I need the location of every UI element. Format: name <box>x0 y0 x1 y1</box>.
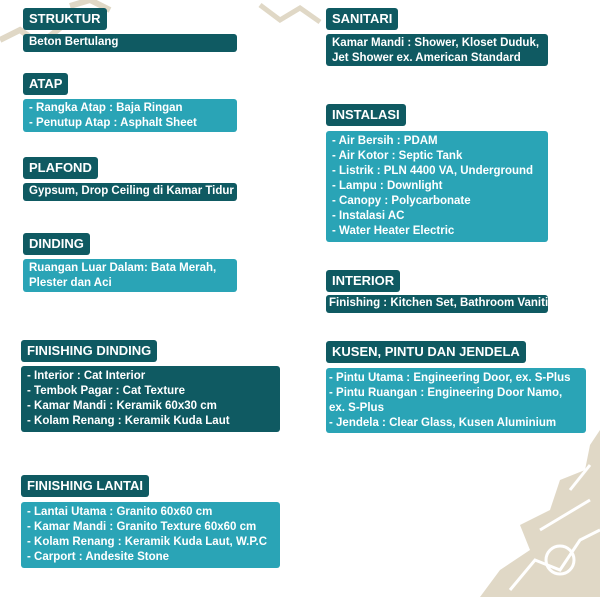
struktur-box <box>23 34 237 52</box>
kusen-line-1: - Pintu Utama : Engineering Door, ex. S-Plus <box>329 372 571 384</box>
interior-box <box>326 295 561 313</box>
finishing-dinding-line-4: - Kolam Renang : Keramik Kuda Laut <box>27 415 230 427</box>
plafond-header: PLAFOND <box>23 157 98 179</box>
atap-line-2: - Penutup Atap : Asphalt Sheet <box>29 117 197 129</box>
ornament-top-center <box>255 0 325 40</box>
finishing-lantai-header: FINISHING LANTAI <box>21 475 149 497</box>
kusen-line-3: - Jendela : Clear Glass, Kusen Aluminium <box>329 417 557 429</box>
instalasi-line-7: - Water Heater Electric <box>332 225 455 237</box>
sanitari-line-1: Kamar Mandi : Shower, Kloset Duduk, <box>332 37 540 49</box>
finishing-lantai-line-4: - Carport : Andesite Stone <box>27 551 170 563</box>
finishing-dinding-header: FINISHING DINDING <box>21 340 157 362</box>
instalasi-line-4: - Lampu : Downlight <box>332 180 443 192</box>
finishing-lantai-line-3: - Kolam Renang : Keramik Kuda Laut, W.P.C <box>27 536 268 548</box>
kusen-box <box>326 368 586 433</box>
instalasi-header: INSTALASI <box>326 104 406 126</box>
dinding-line-1: Ruangan Luar Dalam: Bata Merah, <box>29 262 217 274</box>
sanitari-box <box>326 34 548 66</box>
finishing-dinding-box <box>21 366 280 432</box>
finishing-lantai-box <box>21 502 280 568</box>
atap-header: ATAP <box>23 73 68 95</box>
finishing-dinding-line-1: - Interior : Cat Interior <box>27 370 146 382</box>
dinding-line-2: Plester dan Aci <box>29 277 112 289</box>
instalasi-line-6: - Instalasi AC <box>332 210 405 222</box>
struktur-line-1: Beton Bertulang <box>29 36 119 48</box>
kusen-line-2: - Pintu Ruangan : Engineering Door Namo, ex. S-Plus <box>329 387 563 414</box>
interior-header: INTERIOR <box>326 270 400 292</box>
ornament-bottom-right <box>440 430 600 597</box>
sanitari-line-2: Jet Shower ex. American Standard <box>332 52 521 64</box>
dinding-box <box>23 259 237 292</box>
instalasi-line-5: - Canopy : Polycarbonate <box>332 195 471 207</box>
instalasi-line-2: - Air Kotor : Septic Tank <box>332 150 463 162</box>
finishing-lantai-line-2: - Kamar Mandi : Granito Texture 60x60 cm <box>27 521 257 533</box>
finishing-lantai-line-1: - Lantai Utama : Granito 60x60 cm <box>27 506 213 518</box>
plafond-line-1: Gypsum, Drop Ceiling di Kamar Tidur <box>29 185 234 197</box>
plafond-box <box>23 183 237 201</box>
struktur-header: STRUKTUR <box>23 8 107 30</box>
instalasi-line-1: - Air Bersih : PDAM <box>332 135 438 147</box>
atap-box <box>23 99 237 132</box>
instalasi-line-3: - Listrik : PLN 4400 VA, Underground <box>332 165 534 177</box>
sanitari-header: SANITARI <box>326 8 398 30</box>
finishing-dinding-line-3: - Kamar Mandi : Keramik 60x30 cm <box>27 400 217 412</box>
interior-line-1: Finishing : Kitchen Set, Bathroom Vanities <box>329 297 561 309</box>
finishing-dinding-line-2: - Tembok Pagar : Cat Texture <box>27 385 186 397</box>
atap-line-1: - Rangka Atap : Baja Ringan <box>29 102 183 114</box>
dinding-header: DINDING <box>23 233 90 255</box>
instalasi-box <box>326 131 548 242</box>
kusen-header: KUSEN, PINTU DAN JENDELA <box>326 341 526 363</box>
